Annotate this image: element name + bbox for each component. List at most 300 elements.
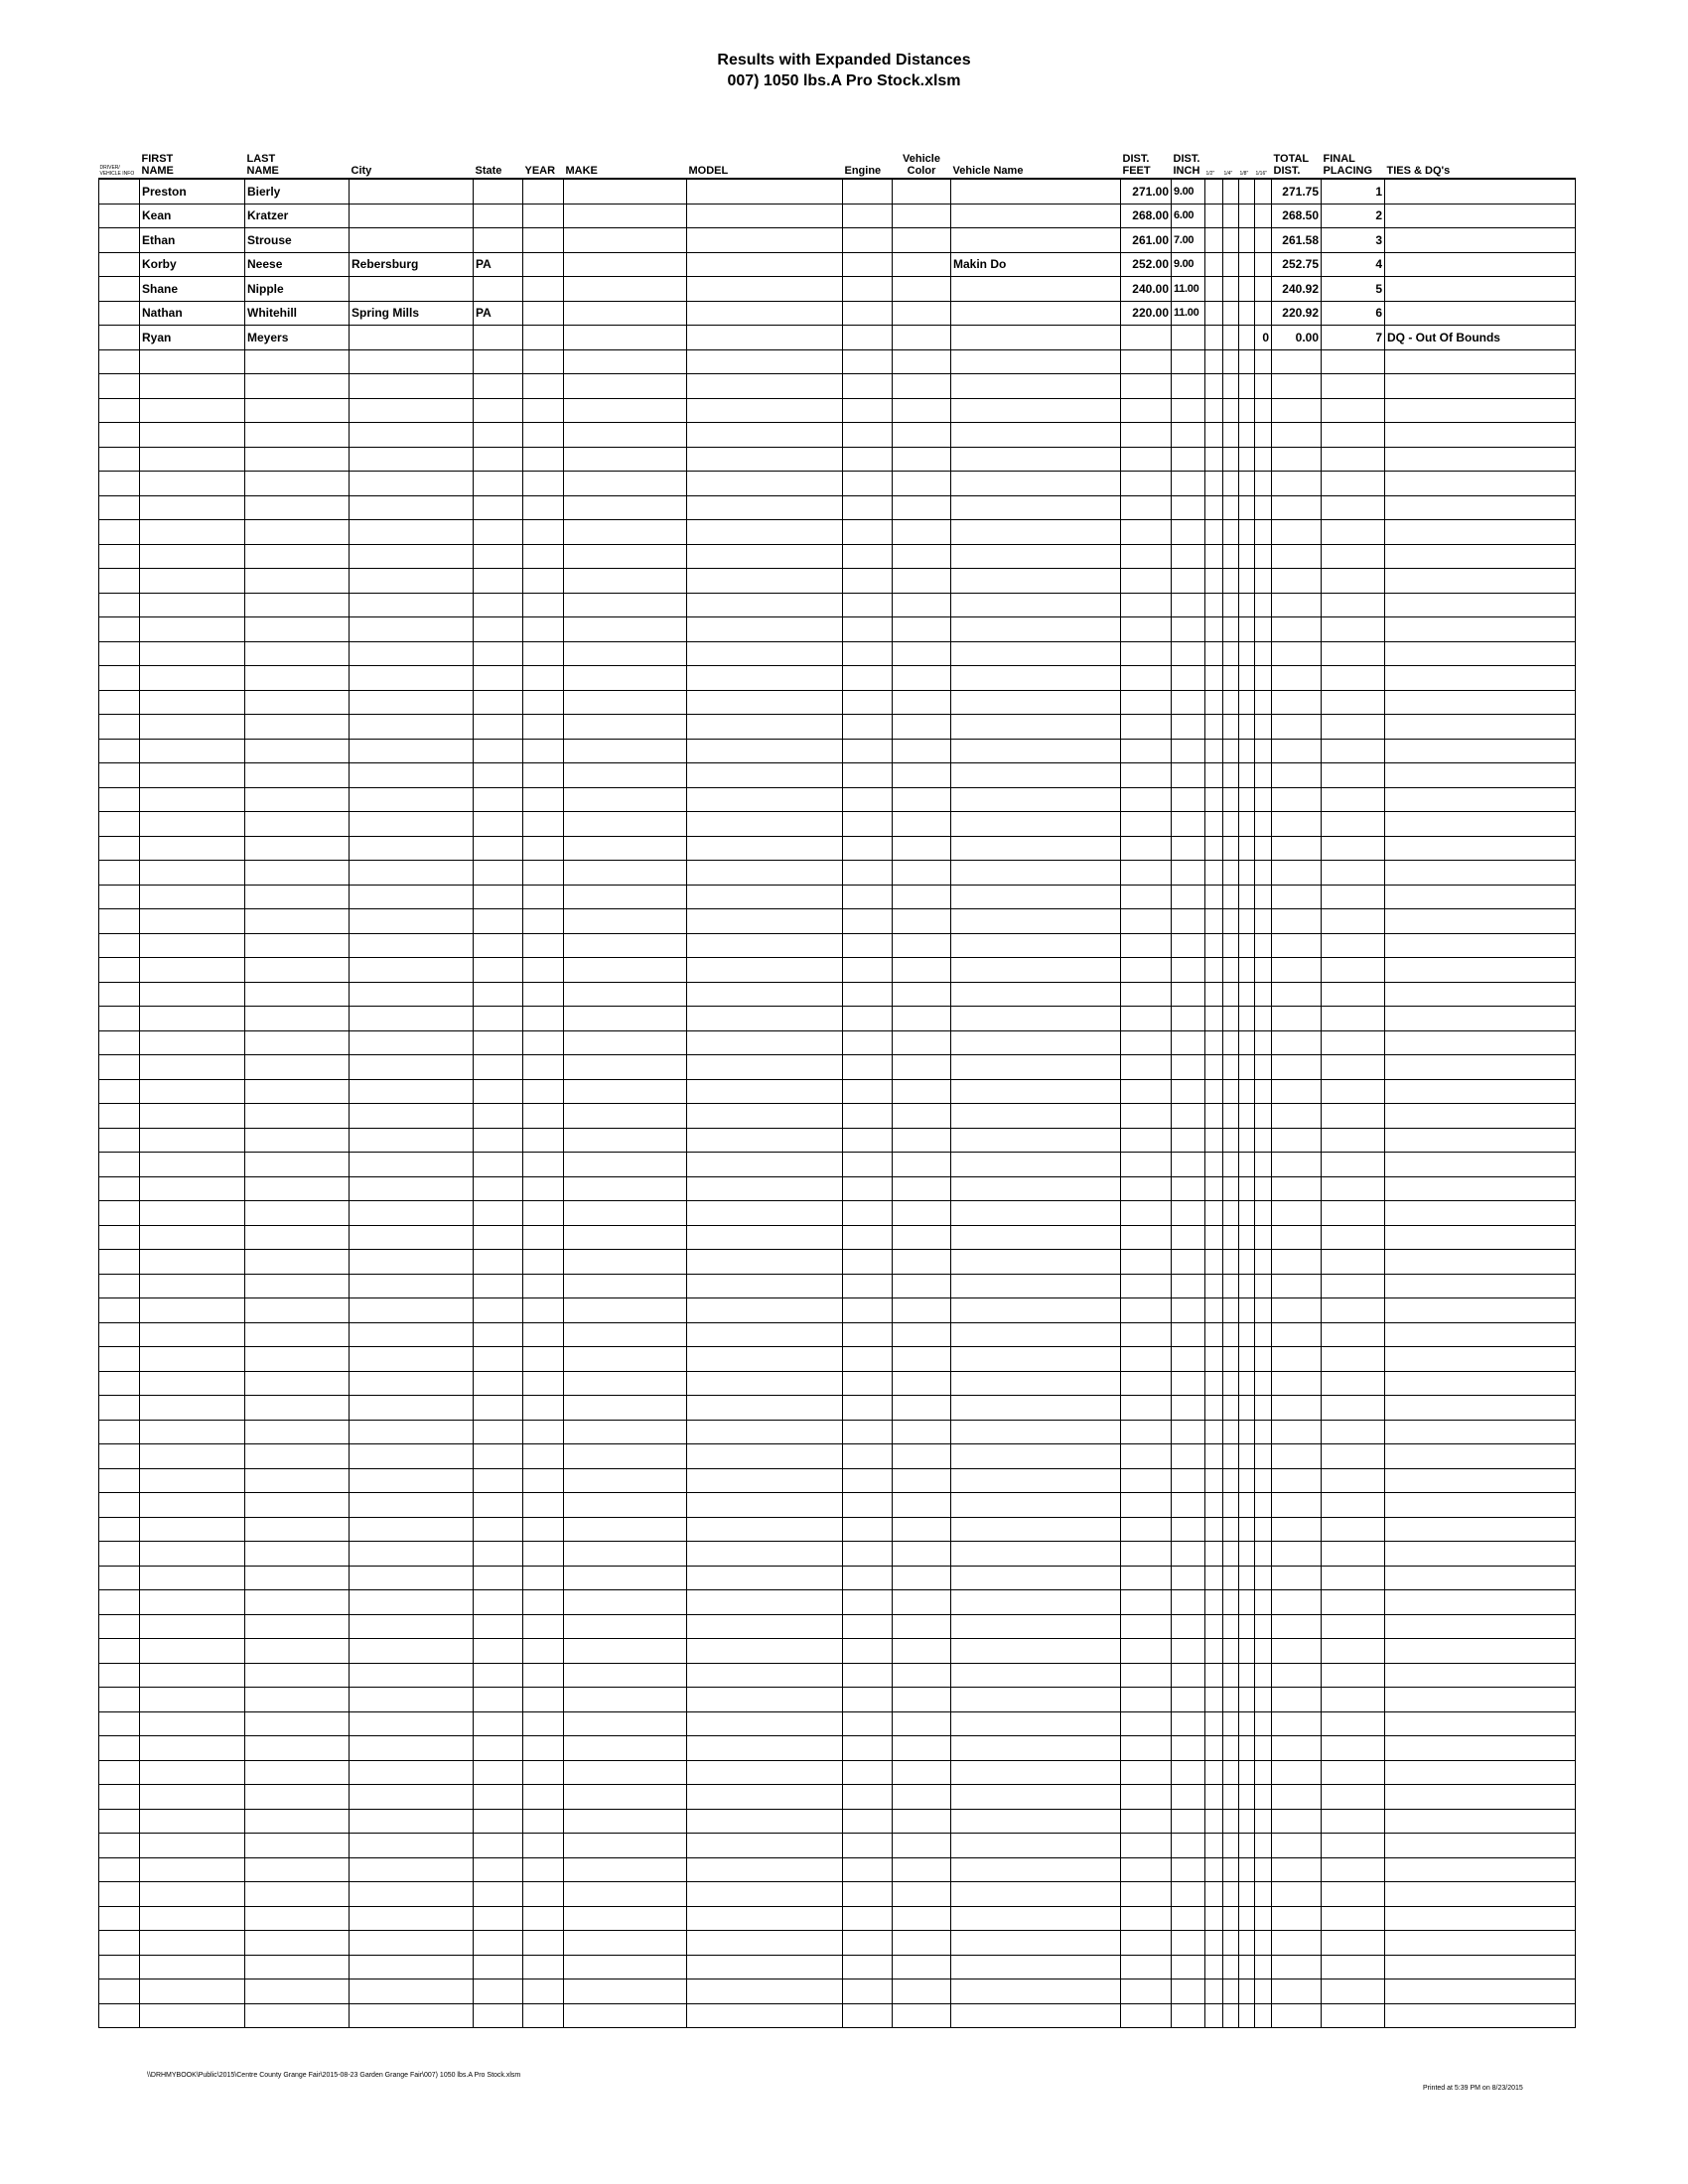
- table-cell: [893, 1931, 951, 1956]
- table-cell: [1239, 641, 1255, 666]
- table-cell: [523, 398, 564, 423]
- table-cell: [1172, 1931, 1205, 1956]
- table-cell: [523, 1274, 564, 1298]
- table-cell: [1172, 1079, 1205, 1104]
- table-cell: [893, 1834, 951, 1858]
- table-cell: Preston: [140, 179, 245, 204]
- table-cell: [1223, 812, 1239, 837]
- table-cell: [474, 1055, 523, 1080]
- table-cell: Rebersburg: [350, 252, 474, 277]
- table-cell: [474, 1760, 523, 1785]
- table-cell: [99, 179, 140, 204]
- table-cell: [1272, 1517, 1322, 1542]
- table-cell: [951, 179, 1121, 204]
- table-cell: [140, 690, 245, 715]
- table-cell: [1385, 228, 1576, 253]
- column-header: [1121, 149, 1172, 179]
- table-cell: [1255, 228, 1272, 253]
- table-cell: [1322, 495, 1385, 520]
- table-cell: [99, 1955, 140, 1979]
- file-path: \\DRHMYBOOK\Public\2015\Centre County Grange Fair\2015-08-23 Garden Grange Fair\007) 1050 lbs.A Pro Stock.xlsm: [147, 2072, 521, 2079]
- table-cell: [1172, 593, 1205, 617]
- table-cell: [523, 1250, 564, 1275]
- table-cell: [1205, 277, 1223, 302]
- table-cell: [1205, 715, 1223, 740]
- table-cell: [893, 544, 951, 569]
- table-cell: [687, 1420, 843, 1444]
- table-cell: [1121, 398, 1172, 423]
- table-cell: [843, 933, 893, 958]
- table-cell: [474, 1250, 523, 1275]
- table-cell: [1205, 423, 1223, 448]
- table-cell: [350, 1663, 474, 1688]
- table-cell: [843, 1007, 893, 1031]
- table-cell: [245, 472, 350, 496]
- table-cell: [843, 1176, 893, 1201]
- table-cell: [245, 763, 350, 788]
- table-cell: [1239, 690, 1255, 715]
- table-cell: [893, 861, 951, 886]
- table-cell: [1385, 1663, 1576, 1688]
- table-cell: [1385, 1711, 1576, 1736]
- table-cell: [564, 1225, 687, 1250]
- table-cell: [951, 1590, 1121, 1615]
- table-row: [99, 326, 1576, 350]
- table-cell: [687, 1517, 843, 1542]
- table-cell: [523, 1444, 564, 1469]
- column-header-bottom: 1/8": [1239, 171, 1249, 177]
- column-header-bottom: DIST.: [1273, 165, 1301, 177]
- table-cell: [1223, 423, 1239, 448]
- table-cell: [99, 447, 140, 472]
- table-cell: [1272, 982, 1322, 1007]
- table-cell: [350, 544, 474, 569]
- table-cell: [1239, 1322, 1255, 1347]
- table-cell: [1205, 228, 1223, 253]
- table-cell: [1385, 1906, 1576, 1931]
- table-cell: [523, 349, 564, 374]
- table-cell: [350, 204, 474, 228]
- table-cell: [1255, 1225, 1272, 1250]
- table-cell: [687, 617, 843, 642]
- table-cell: [1255, 1711, 1272, 1736]
- table-cell: [1255, 909, 1272, 934]
- table-cell: [564, 1785, 687, 1810]
- table-cell: [523, 447, 564, 472]
- table-cell: [523, 1055, 564, 1080]
- table-cell: [474, 228, 523, 253]
- table-cell: [523, 909, 564, 934]
- table-cell: [1322, 861, 1385, 886]
- table-cell: [1385, 301, 1576, 326]
- column-header-top: [953, 153, 1121, 165]
- table-cell: PA: [474, 252, 523, 277]
- table-cell: [564, 666, 687, 691]
- table-cell: [1239, 1882, 1255, 1907]
- table-cell: [523, 1420, 564, 1444]
- table-cell: [1239, 1517, 1255, 1542]
- table-cell: [1172, 1347, 1205, 1372]
- table-cell: [564, 1882, 687, 1907]
- table-row: [99, 1347, 1576, 1372]
- table-cell: [1385, 1444, 1576, 1469]
- table-cell: [245, 593, 350, 617]
- table-cell: [1239, 933, 1255, 958]
- table-cell: [1223, 228, 1239, 253]
- table-cell: [1172, 1298, 1205, 1323]
- table-cell: [350, 933, 474, 958]
- table-cell: [140, 374, 245, 399]
- table-cell: [687, 885, 843, 909]
- table-cell: [1322, 1906, 1385, 1931]
- table-cell: [687, 1225, 843, 1250]
- table-cell: [1172, 1736, 1205, 1761]
- table-cell: [843, 1809, 893, 1834]
- table-cell: [1172, 349, 1205, 374]
- table-cell: [1272, 1834, 1322, 1858]
- table-cell: [1239, 739, 1255, 763]
- table-cell: [843, 301, 893, 326]
- table-cell: [1255, 1104, 1272, 1129]
- table-cell: [1239, 374, 1255, 399]
- table-cell: [140, 472, 245, 496]
- table-cell: [1322, 1614, 1385, 1639]
- table-cell: [1239, 763, 1255, 788]
- table-cell: [1205, 1298, 1223, 1323]
- table-cell: [1223, 1857, 1239, 1882]
- table-cell: [1223, 1322, 1239, 1347]
- column-header: [843, 149, 893, 179]
- table-cell: [1223, 1663, 1239, 1688]
- table-cell: [687, 1055, 843, 1080]
- table-cell: [1272, 349, 1322, 374]
- table-cell: [951, 812, 1121, 837]
- table-cell: [245, 715, 350, 740]
- table-cell: Neese: [245, 252, 350, 277]
- table-cell: [1385, 1007, 1576, 1031]
- table-row: [99, 812, 1576, 837]
- table-cell: [843, 617, 893, 642]
- table-cell: [1172, 982, 1205, 1007]
- table-cell: [1255, 787, 1272, 812]
- table-cell: [1223, 1955, 1239, 1979]
- table-cell: [1322, 1128, 1385, 1153]
- table-cell: [843, 1444, 893, 1469]
- table-cell: [1205, 1322, 1223, 1347]
- table-cell: [951, 1322, 1121, 1347]
- table-cell: [1223, 1542, 1239, 1567]
- table-cell: [1239, 1347, 1255, 1372]
- table-cell: [1255, 423, 1272, 448]
- table-cell: [1239, 1396, 1255, 1421]
- table-cell: [893, 1030, 951, 1055]
- table-cell: [99, 812, 140, 837]
- table-cell: [951, 763, 1121, 788]
- table-cell: [1205, 326, 1223, 350]
- table-cell: [245, 544, 350, 569]
- table-cell: [1223, 666, 1239, 691]
- table-cell: [474, 1468, 523, 1493]
- table-cell: [1322, 1201, 1385, 1226]
- table-cell: [951, 472, 1121, 496]
- table-cell: [1121, 787, 1172, 812]
- table-cell: [350, 1857, 474, 1882]
- table-cell: [1255, 763, 1272, 788]
- table-cell: [1385, 1517, 1576, 1542]
- table-cell: [843, 1955, 893, 1979]
- table-cell: [523, 2003, 564, 2028]
- table-cell: [1172, 739, 1205, 763]
- table-cell: [1223, 204, 1239, 228]
- table-cell: [951, 495, 1121, 520]
- table-cell: [1272, 617, 1322, 642]
- table-cell: [140, 812, 245, 837]
- table-cell: [523, 1298, 564, 1323]
- table-cell: [245, 1906, 350, 1931]
- table-cell: [564, 909, 687, 934]
- table-cell: [350, 617, 474, 642]
- table-cell: [1322, 1347, 1385, 1372]
- table-cell: [1239, 1906, 1255, 1931]
- table-cell: [1239, 885, 1255, 909]
- table-cell: [1272, 398, 1322, 423]
- table-cell: [1223, 690, 1239, 715]
- table-cell: [1172, 641, 1205, 666]
- table-cell: [1385, 1371, 1576, 1396]
- table-cell: [1385, 690, 1576, 715]
- table-cell: [564, 885, 687, 909]
- table-cell: [245, 1444, 350, 1469]
- table-cell: [1255, 1128, 1272, 1153]
- table-cell: [474, 690, 523, 715]
- table-cell: [1255, 1663, 1272, 1688]
- table-cell: [893, 1614, 951, 1639]
- table-cell: [523, 836, 564, 861]
- table-cell: [1239, 1857, 1255, 1882]
- table-cell: [893, 885, 951, 909]
- table-cell: [1205, 204, 1223, 228]
- table-cell: [245, 1153, 350, 1177]
- table-cell: [1385, 520, 1576, 545]
- table-cell: [1205, 1468, 1223, 1493]
- table-row: [99, 1882, 1576, 1907]
- table-cell: [523, 861, 564, 886]
- table-cell: [564, 569, 687, 594]
- table-cell: [245, 1785, 350, 1810]
- table-cell: [140, 1785, 245, 1810]
- table-cell: 3: [1322, 228, 1385, 253]
- table-cell: [523, 544, 564, 569]
- table-cell: [1255, 1931, 1272, 1956]
- table-cell: [1205, 374, 1223, 399]
- table-cell: [1255, 301, 1272, 326]
- table-cell: [140, 666, 245, 691]
- table-cell: [140, 1298, 245, 1323]
- table-cell: [1385, 909, 1576, 934]
- table-cell: [1385, 812, 1576, 837]
- table-cell: [1205, 252, 1223, 277]
- column-header-bottom: TIES & DQ's: [1386, 165, 1451, 177]
- table-cell: [474, 1785, 523, 1810]
- table-cell: [1322, 1590, 1385, 1615]
- table-cell: [951, 1153, 1121, 1177]
- table-cell: [687, 179, 843, 204]
- table-cell: [951, 1711, 1121, 1736]
- table-cell: [245, 1225, 350, 1250]
- table-cell: [843, 1663, 893, 1688]
- table-cell: [523, 1979, 564, 2004]
- table-cell: [99, 1736, 140, 1761]
- table-cell: [1255, 1298, 1272, 1323]
- table-cell: [350, 861, 474, 886]
- table-cell: [1172, 1857, 1205, 1882]
- table-cell: [99, 1444, 140, 1469]
- table-cell: [1385, 2003, 1576, 2028]
- table-cell: [1205, 982, 1223, 1007]
- table-cell: [99, 1128, 140, 1153]
- table-cell: [951, 1566, 1121, 1590]
- table-cell: [687, 1688, 843, 1712]
- table-cell: [1385, 447, 1576, 472]
- table-cell: [893, 690, 951, 715]
- table-cell: [1121, 326, 1172, 350]
- table-row: [99, 1201, 1576, 1226]
- table-cell: [140, 1055, 245, 1080]
- table-cell: [350, 666, 474, 691]
- table-cell: [1385, 1420, 1576, 1444]
- table-cell: [1172, 836, 1205, 861]
- table-cell: [1255, 349, 1272, 374]
- table-cell: [1272, 1857, 1322, 1882]
- table-cell: [1385, 1931, 1576, 1956]
- table-cell: [245, 1736, 350, 1761]
- table-cell: [1223, 958, 1239, 983]
- table-cell: [843, 326, 893, 350]
- table-cell: [564, 593, 687, 617]
- table-cell: [893, 228, 951, 253]
- table-cell: [951, 1396, 1121, 1421]
- table-cell: [951, 277, 1121, 302]
- table-cell: [140, 1834, 245, 1858]
- table-cell: [245, 787, 350, 812]
- table-cell: [1205, 1711, 1223, 1736]
- table-cell: [1255, 982, 1272, 1007]
- column-header-bottom: 1/4": [1223, 171, 1233, 177]
- table-cell: [1255, 252, 1272, 277]
- table-cell: [1223, 1834, 1239, 1858]
- table-cell: [1239, 1225, 1255, 1250]
- report-title: Results with Expanded Distances: [717, 52, 971, 68]
- table-cell: [564, 861, 687, 886]
- table-cell: [1239, 228, 1255, 253]
- table-cell: [1121, 1444, 1172, 1469]
- table-cell: [1121, 958, 1172, 983]
- table-cell: [140, 715, 245, 740]
- table-cell: [564, 1055, 687, 1080]
- table-cell: [1272, 1760, 1322, 1785]
- column-header: [99, 149, 140, 179]
- table-cell: [951, 1347, 1121, 1372]
- table-cell: [1223, 982, 1239, 1007]
- table-cell: [474, 861, 523, 886]
- table-cell: [1239, 1030, 1255, 1055]
- table-cell: [1385, 1030, 1576, 1055]
- table-row: [99, 1906, 1576, 1931]
- table-cell: [245, 1542, 350, 1567]
- table-cell: [140, 1614, 245, 1639]
- table-cell: [564, 277, 687, 302]
- table-cell: [140, 520, 245, 545]
- table-cell: [1223, 398, 1239, 423]
- table-row: [99, 349, 1576, 374]
- table-cell: [140, 1030, 245, 1055]
- table-row: [99, 1736, 1576, 1761]
- table-cell: [523, 1639, 564, 1664]
- table-cell: [1272, 495, 1322, 520]
- table-cell: [893, 1176, 951, 1201]
- table-cell: [564, 1857, 687, 1882]
- table-row: [99, 544, 1576, 569]
- table-cell: [523, 641, 564, 666]
- table-cell: [843, 1347, 893, 1372]
- table-cell: [1205, 1809, 1223, 1834]
- table-cell: [1121, 447, 1172, 472]
- column-header-bottom: PLACING: [1323, 165, 1372, 177]
- table-row: [99, 1955, 1576, 1979]
- table-cell: [99, 1468, 140, 1493]
- table-cell: [1255, 715, 1272, 740]
- table-cell: [843, 909, 893, 934]
- table-cell: [1385, 1760, 1576, 1785]
- table-cell: [951, 1809, 1121, 1834]
- table-cell: [1121, 1347, 1172, 1372]
- table-cell: [350, 812, 474, 837]
- table-cell: [350, 593, 474, 617]
- table-cell: [951, 1371, 1121, 1396]
- table-cell: [1121, 1955, 1172, 1979]
- table-cell: [1172, 1517, 1205, 1542]
- table-cell: [843, 520, 893, 545]
- table-cell: [893, 398, 951, 423]
- table-cell: [99, 1809, 140, 1834]
- table-cell: [1272, 374, 1322, 399]
- table-cell: [951, 1639, 1121, 1664]
- table-cell: [474, 326, 523, 350]
- table-cell: 240.00: [1121, 277, 1172, 302]
- column-header: [350, 149, 474, 179]
- table-cell: [474, 1882, 523, 1907]
- table-cell: [893, 2003, 951, 2028]
- table-cell: [687, 1590, 843, 1615]
- table-cell: [1385, 593, 1576, 617]
- table-cell: 271.75: [1272, 179, 1322, 204]
- table-cell: [1322, 544, 1385, 569]
- table-cell: [1205, 787, 1223, 812]
- table-cell: [99, 423, 140, 448]
- table-cell: [951, 398, 1121, 423]
- table-cell: [1223, 544, 1239, 569]
- table-cell: [350, 1468, 474, 1493]
- table-cell: [1385, 787, 1576, 812]
- table-cell: [843, 1566, 893, 1590]
- table-cell: [523, 715, 564, 740]
- table-row: [99, 1566, 1576, 1590]
- table-cell: [564, 1566, 687, 1590]
- table-cell: [1385, 1955, 1576, 1979]
- table-cell: [140, 544, 245, 569]
- table-cell: [245, 2003, 350, 2028]
- table-cell: [893, 1055, 951, 1080]
